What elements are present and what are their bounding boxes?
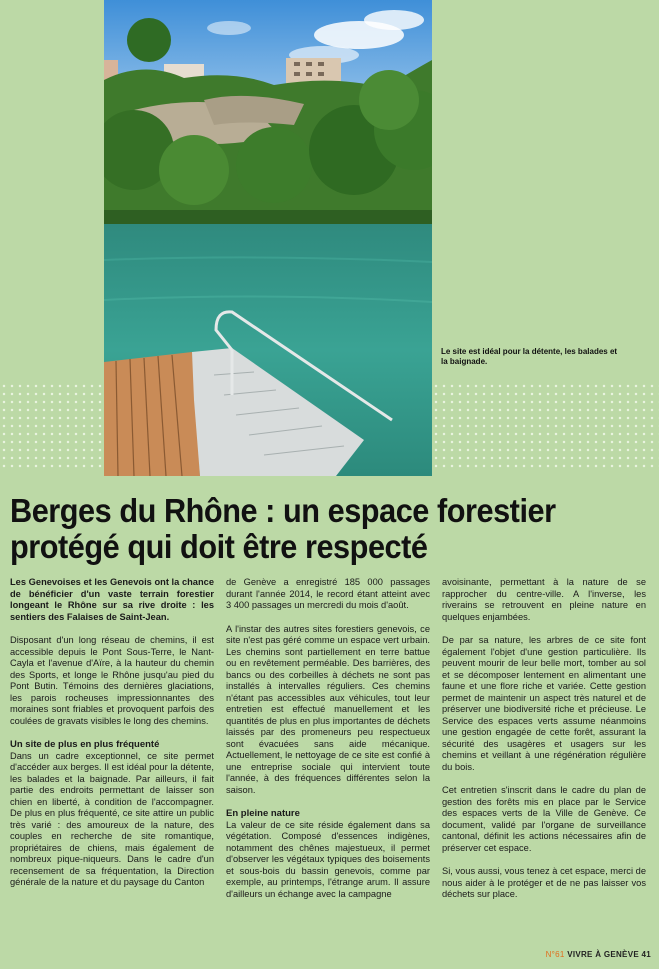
photo-caption: Le site est idéal pour la détente, les balades et la baignade. bbox=[441, 347, 618, 366]
paragraph: La valeur de ce site réside également dans sa végétation. Composé d'essences indigènes, notamment des chênes majestueux, il permet d'observer les végétaux typiques des boisements et sous-bois du bassin genevois, comme par exemple, au printemps, l'étrange arum. Il assure d'ailleurs un échange avec la campagne bbox=[226, 819, 430, 899]
rhone-photo bbox=[104, 0, 432, 476]
paragraph: de Genève a enregistré 185 000 passages durant l'année 2014, le record étant atteint avec 3 400 passages un mercredi du mois d'août. bbox=[226, 577, 430, 610]
paragraph: Dans un cadre exceptionnel, ce site permet d'accéder aux berges. Il est idéal pour la détente, les balades et la baignade. Par ailleurs, il fait partie des endroits permettant de laisser son chien en liberté, à condition de l'accompagner. De plus en plus fréquenté, ce site attire un public très varié : des amoureux de la nature, des couples en recherche de site romantique, propriétaires de chiens, mais également de nombreux pique-niqueurs. Dans le cadre d'un recensement de sa fréquentation, la Direction générale de la nature et du paysage du Canton bbox=[10, 750, 214, 887]
paragraph: A l'instar des autres sites forestiers genevois, ce site n'est pas géré comme un espace vert urbain. Les chemins sont partiellement en terre battue ou en revêtement perméable. Des barrières, des bancs ou des corbeilles à déchets ne sont pas installés à intervalles réguliers. Ces chemins n'étant pas accessibles aux véhicules, tout leur entretien est effectué manuellement et les quantités de plus en plus importantes de déchets laissés par des promeneurs peu respectueux sont évacuées sans aide mécanique. Actuellement, le nettoyage de ce site est confié à une entreprise sociale qui intervient toute l'année, à des fréquences différentes selon la saison. bbox=[226, 623, 430, 795]
magazine-name: VIVRE À GENÈVE bbox=[567, 950, 639, 959]
article-column-1 bbox=[10, 577, 214, 901]
page-footer bbox=[546, 950, 651, 959]
paragraph: Si, vous aussi, vous tenez à cet espace, merci de nous aider à le protéger et de ne pas laisser vos déchets sur place. bbox=[442, 866, 646, 899]
section-heading: En pleine nature bbox=[226, 808, 300, 819]
lead-paragraph: Les Genevoises et les Genevois ont la chance de bénéficier d'un vaste terrain forestier longeant le Rhône sur sa rive droite : les sentiers des Falaises de Saint-Jean. bbox=[10, 577, 214, 622]
paragraph: Cet entretien s'inscrit dans le cadre du plan de gestion des forêts mis en place par le Service des espaces verts de la Ville de Genève. Ce document, validé par l'organe de surveillance cantonal, définit les actions nécessaires afin de préserver cet espace. bbox=[442, 785, 646, 853]
article-column-3 bbox=[442, 577, 646, 913]
article-column-2 bbox=[226, 577, 430, 912]
issue-number: N°61 bbox=[545, 950, 565, 959]
paragraph: avoisinante, permettant à la nature de se rapprocher du centre-ville. A l'inverse, les riverains se retrouvent en pleine nature en quelques enjambées. bbox=[442, 577, 646, 622]
section-heading: Un site de plus en plus fréquenté bbox=[10, 739, 160, 750]
page-number: 41 bbox=[641, 950, 651, 959]
article-title: Berges du Rhône : un espace forestier protégé qui doit être respecté bbox=[10, 492, 556, 565]
paragraph: Disposant d'un long réseau de chemins, il est accessible depuis le Pont Sous-Terre, le Nant-Cayla et l'avenue d'Aïre, à la hauteur du chemin des Sports, et longe le Rhône jusqu'au pied du Pont Butin. Témoins des dernières glaciations, les parois rocheuses impressionnantes des moraines sont friables et provoquent parfois des coulées de gravats visibles le long des chemins. bbox=[10, 635, 214, 726]
paragraph: De par sa nature, les arbres de ce site font également l'objet d'une gestion particulière. Ils peuvent mourir de leur belle mort, tomber au sol et se décomposer lentement en alimentant une faune et une flore riche et variée. Cette gestion permet de maintenir un aspect très naturel et de préserver une biodiversité riche et précieuse. Le Service des espaces verts assume néanmoins une gestion engagée de cette forêt, assurant la sécurité des usagères et usagers sur les chemins et veillant à une régénération régulière du bois. bbox=[442, 635, 646, 772]
